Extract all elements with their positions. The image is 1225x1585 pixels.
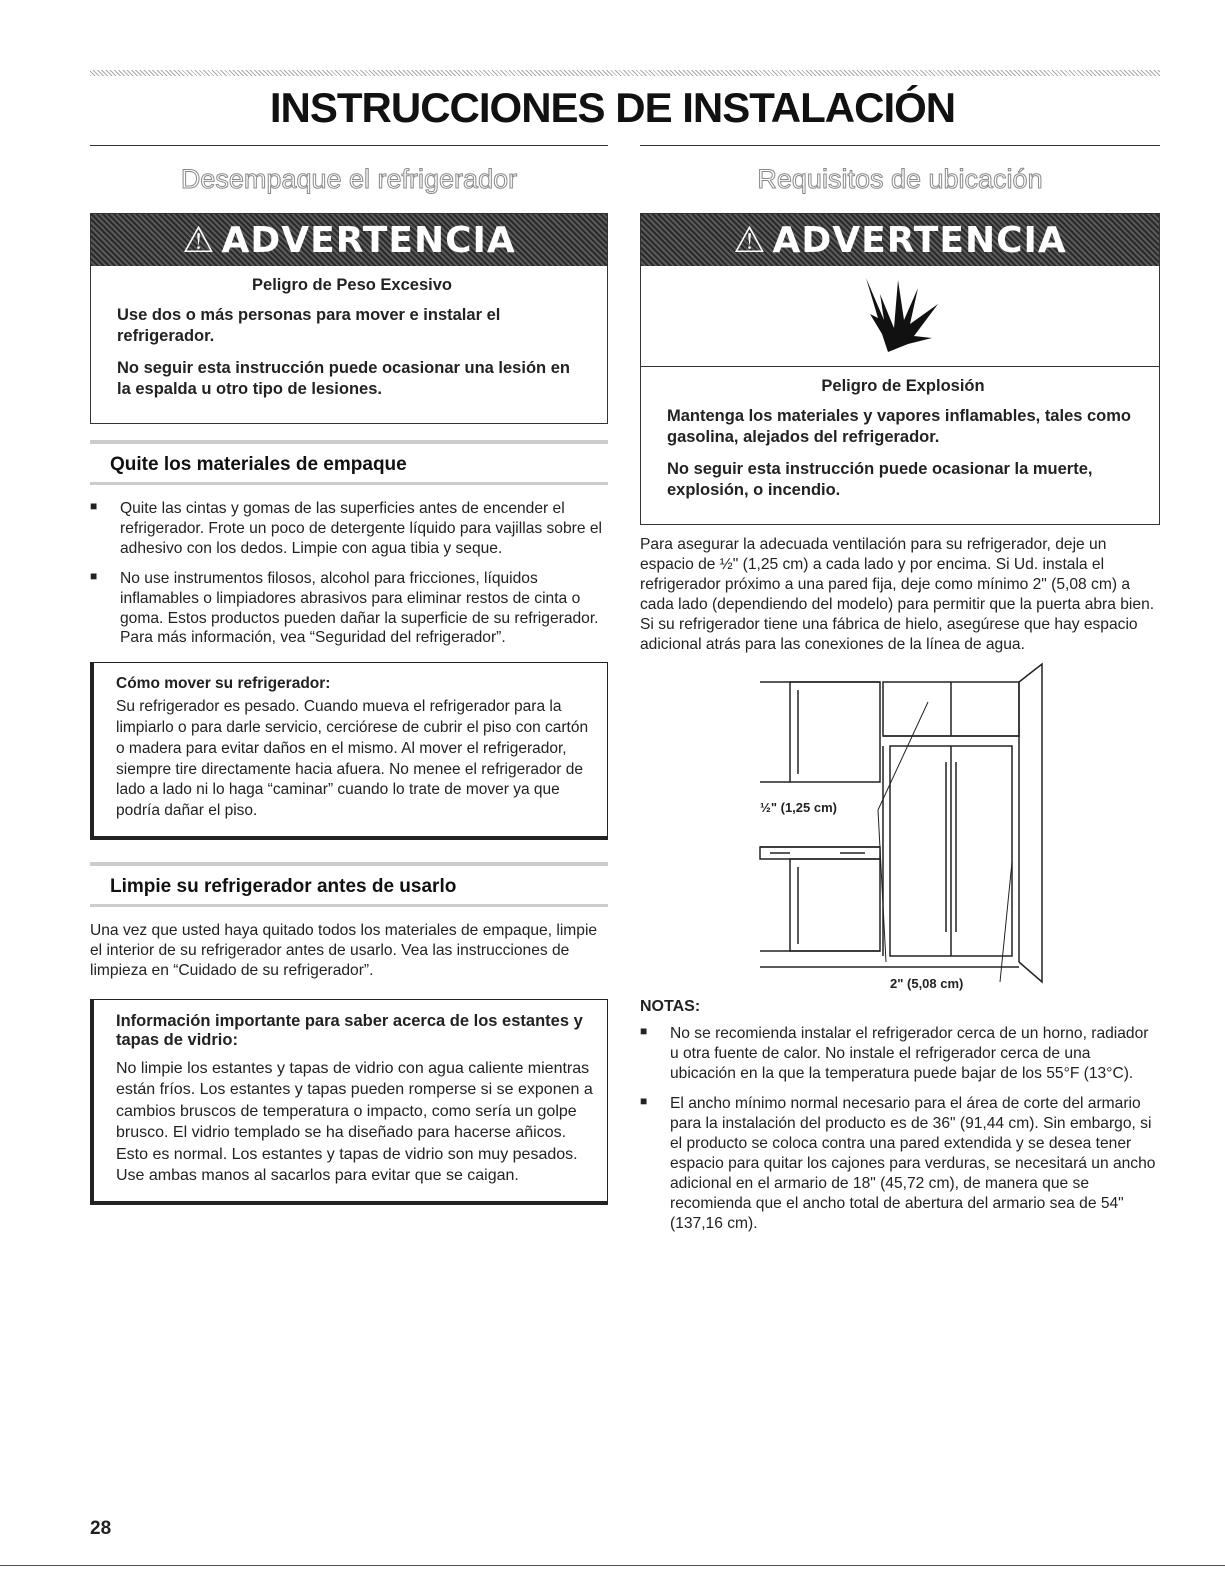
warning-line: No seguir esta instrucción puede ocasionar la muerte, explosión, o incendio. [667, 459, 1093, 500]
notes-heading: NOTAS: [640, 998, 701, 1016]
diagram-label-two-inch: 2" (5,08 cm) [890, 976, 964, 992]
title-rule-left [90, 145, 608, 146]
warning-header [91, 214, 607, 266]
info-box-heading: Cómo mover su refrigerador: [116, 675, 331, 693]
bottom-rule [0, 1565, 1225, 1566]
list-item: ■ No use instrumentos filosos, alcohol para fricciones, líquidos inflamables o limpiadores abrasivos para eliminar restos de cinta o goma. Estos productos pueden dañar la superficie de su refrigerador. Para más información, vea “Seguridad del refrigerador”. [90, 569, 608, 649]
clean-paragraph: Una vez que usted haya quitado todos los materiales de empaque, limpie el interior de su refrigerador antes de usarlo. Vea las instrucciones de limpieza en “Cuidado de su refrigerador”. [90, 922, 598, 979]
warning-header-label: ADVERTENCIA [221, 219, 516, 261]
warning-box-explosion [640, 213, 1160, 525]
info-box-text: Su refrigerador es pesado. Cuando mueva el refrigerador para la limpiarlo o para darle servicio, cerciórese de cubrir el piso con cartón o madera para evitar daños en el mismo. Al mover el refrigerador, siempre tire directamente hacia afuera. No menee el refrigerador de lado a lado ni lo haga “caminar” cuando lo trate de mover ya que podría dañar el piso. [116, 698, 589, 820]
notes-list [640, 1024, 1160, 1234]
info-box-moving [90, 662, 608, 840]
left-column [90, 150, 608, 1205]
title-rule-right [640, 145, 1160, 146]
bullet-list [90, 499, 608, 649]
right-column [640, 150, 1160, 1244]
section-title-location: Requisitos de ubicación [757, 164, 1043, 194]
warning-triangle-icon: ⚠ [182, 219, 216, 261]
warning-line: Mantenga los materiales y vapores inflamables, tales como gasolina, alejados del refrigerador. [667, 407, 1132, 447]
warning-triangle-icon: ⚠ [733, 219, 767, 261]
subsection-title: Quite los materiales de empaque [110, 453, 407, 475]
warning-subtitle: Peligro de Explosión [821, 377, 985, 395]
list-item: ■ El ancho mínimo normal necesario para el área de corte del armario para la instalación del producto es de 36" (91,44 cm). Sin embargo, si el producto se coloca contra una pared extendida y se desea tener espacio para quitar los cajones para verduras, se necesitará un ancho adicional en el armario de 18" (45,72 cm), de manera que se recomienda que el ancho total de abertura del armario sea de 54" (137,16 cm). [640, 1094, 1160, 1234]
subsection-title: Limpie su refrigerador antes de usarlo [110, 876, 457, 898]
warning-box-weight [90, 213, 608, 424]
intro-paragraph: Para asegurar la adecuada ventilación para su refrigerador, deje un espacio de ½" (1,25 cm) a cada lado y por encima. Si Ud. instala el refrigerador próximo a una pared fija, deje como mínimo 2" (5,08 cm) a cada lado (dependiendo del modelo) para permitir que la puerta abra bien. Si su refrigerador tiene una fábrica de hielo, asegúrese que hay espacio adicional atrás para las conexiones de la línea de agua. [640, 535, 1155, 653]
warning-subtitle: Peligro de Peso Excesivo [252, 276, 452, 294]
page-title: INSTRUCCIONES DE INSTALACIÓN [269, 84, 956, 131]
warning-line: Use dos o más personas para mover e instalar el refrigerador. [117, 306, 501, 346]
info-box-heading: Información importante para saber acerca de los estantes y tapas de vidrio: [116, 1011, 583, 1049]
section-title-unpack: Desempaque el refrigerador [180, 164, 518, 194]
installation-clearance-diagram [750, 662, 1050, 992]
info-box-text: No limpie los estantes y tapas de vidrio con agua caliente mientras están fríos. Los estantes y tapas pueden romperse si se exponen a cambios bruscos de temperatura o impacto, como sería un golpe brusco. El vidrio templado se ha diseñado para hacerse añicos. Esto es normal. Los estantes y tapas de vidrio son muy pesados. Use ambas manos al sacarlos para evitar que se caigan. [116, 1059, 593, 1185]
diagram-label-half-inch: ½" (1,25 cm) [760, 800, 837, 816]
page-number: 28 [90, 1518, 112, 1539]
explosion-hazard-icon [641, 266, 1159, 367]
warning-header [641, 214, 1159, 266]
list-item: ■ No se recomienda instalar el refrigerador cerca de un horno, radiador u otra fuente de calor. No instale el refrigerador cerca de una ubicación en la que la temperatura puede bajar de los 55°F (13°C). [640, 1024, 1160, 1084]
warning-body [91, 266, 607, 423]
list-item: ■ Quite las cintas y gomas de las superficies antes de encender el refrigerador. Frote un poco de detergente líquido para vajillas sobre el adhesivo con los dedos. Limpie con agua tibia y seque. [90, 499, 608, 559]
top-decorative-band [90, 70, 1160, 76]
warning-header-label: ADVERTENCIA [772, 219, 1067, 261]
info-box-glass [90, 999, 608, 1205]
subsection-header-packing [90, 440, 608, 485]
warning-body [641, 367, 1159, 524]
subsection-header-clean [90, 862, 608, 907]
warning-line: No seguir esta instrucción puede ocasionar una lesión en la espalda u otro tipo de lesiones. [117, 358, 570, 399]
